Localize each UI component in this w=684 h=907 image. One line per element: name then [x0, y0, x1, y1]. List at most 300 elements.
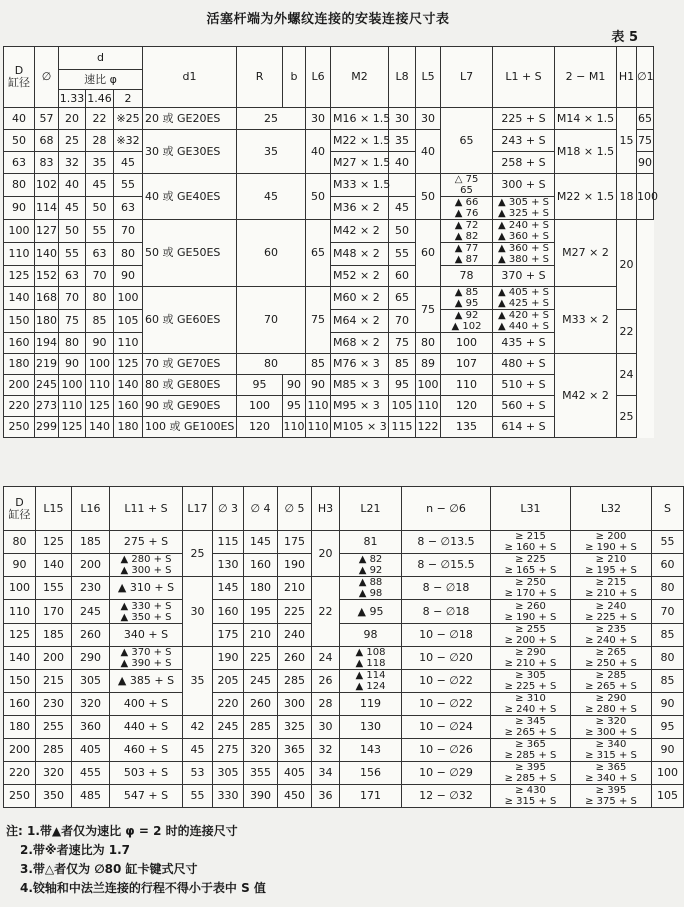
cell-l15: 185	[36, 624, 72, 647]
cell-phi: 273	[35, 396, 59, 417]
cell-l5: 60	[416, 220, 441, 287]
note-4: 4.铰轴和中法兰连接的行程不得小于表中 S 值	[20, 881, 266, 895]
cell-r: 70	[237, 287, 306, 354]
cell-l31: ≥ 430 ≥ 315 + S	[491, 785, 571, 808]
cell-phi1: 100	[637, 174, 654, 220]
cell-l15: 255	[36, 716, 72, 739]
cell-phi1: 65	[637, 108, 654, 130]
cell-l32: ≥ 210 ≥ 195 + S	[571, 554, 652, 577]
cell-l5: 75	[416, 287, 441, 333]
cell-l5: 100	[416, 375, 441, 396]
cell-l1s: 300 + S	[493, 174, 555, 197]
cell-l21: 119	[340, 693, 402, 716]
cell-l8: 65	[389, 287, 416, 310]
col2-l16-header: L16	[72, 487, 110, 531]
cell-d-2: 110	[114, 333, 143, 354]
col-rod-d-header: d	[59, 47, 143, 70]
col2-l21-header: L21	[340, 487, 402, 531]
cell-l1s: ▲ 305 + S ▲ 325 + S	[493, 197, 555, 220]
cell-l32: ≥ 285 ≥ 265 + S	[571, 670, 652, 693]
cell-l17: 55	[183, 785, 213, 808]
cell-l1s: ▲ 420 + S ▲ 440 + S	[493, 310, 555, 333]
cell-s: 80	[652, 577, 684, 600]
cell-l1s: 370 + S	[493, 266, 555, 287]
cell-bore: 125	[4, 266, 35, 287]
col-m1-header: 2 − M1	[555, 47, 617, 108]
cell-l32: ≥ 395 ≥ 375 + S	[571, 785, 652, 808]
cell-l21: 156	[340, 762, 402, 785]
cell-m1: M14 × 1.5	[555, 108, 617, 130]
cell-h3: 34	[312, 762, 340, 785]
cell-l1s: 614 + S	[493, 417, 555, 438]
cell-r: 100	[237, 396, 283, 417]
cell-d-133: 40	[59, 174, 86, 197]
cell-h1: 24	[617, 354, 637, 396]
cell-bore: 140	[4, 647, 36, 670]
cell-d-2: 140	[114, 375, 143, 396]
cell-l15: 200	[36, 647, 72, 670]
cell-phi4: 245	[244, 670, 278, 693]
cell-d-133: 75	[59, 310, 86, 333]
col2-h3-header: H3	[312, 487, 340, 531]
cell-s: 100	[652, 762, 684, 785]
cell-h3: 32	[312, 739, 340, 762]
cell-l16: 320	[72, 693, 110, 716]
cell-l16: 185	[72, 531, 110, 554]
cell-l6: 85	[306, 354, 331, 375]
cell-phi5: 285	[278, 670, 312, 693]
notes	[6, 822, 266, 898]
cell-l16: 260	[72, 624, 110, 647]
cell-d-2: 80	[114, 243, 143, 266]
cell-l6: 40	[306, 130, 331, 174]
cell-d-133: 80	[59, 333, 86, 354]
cell-d-146: 45	[86, 174, 114, 197]
cell-l7: △ 75 65	[441, 174, 493, 197]
cell-bore: 180	[4, 354, 35, 375]
cell-l16: 305	[72, 670, 110, 693]
cell-d-146: 50	[86, 197, 114, 220]
cell-d-146: 110	[86, 375, 114, 396]
cell-phi5: 210	[278, 577, 312, 600]
cell-n6: 10 − ∅22	[402, 670, 491, 693]
cell-r: 35	[237, 130, 306, 174]
table2-row	[4, 647, 684, 670]
cell-l7: 120	[441, 396, 493, 417]
cell-l1s: 435 + S	[493, 333, 555, 354]
cell-phi5: 240	[278, 624, 312, 647]
cell-bore: 80	[4, 174, 35, 197]
cell-phi5: 325	[278, 716, 312, 739]
table2-row	[4, 554, 684, 577]
cell-phi3: 245	[213, 716, 244, 739]
cell-m2: M42 × 2	[331, 220, 389, 243]
cell-n6: 8 − ∅18	[402, 600, 491, 624]
cell-m2: M33 × 1.5	[331, 174, 389, 197]
cell-l8: 75	[389, 333, 416, 354]
col2-phi3-header: ∅ 3	[213, 487, 244, 531]
cell-l32: ≥ 340 ≥ 315 + S	[571, 739, 652, 762]
table2-row	[4, 624, 684, 647]
col2-d-header: D 缸径	[4, 487, 36, 531]
table2-row	[4, 785, 684, 808]
cell-h1: 22	[617, 310, 637, 354]
cell-r: 25	[237, 108, 306, 130]
cell-s: 90	[652, 739, 684, 762]
cell-l17: 25	[183, 531, 213, 577]
cell-d1: 20 或 GE20ES	[143, 108, 237, 130]
col-d1-header: d1	[143, 47, 237, 108]
col2-phi4-header: ∅ 4	[244, 487, 278, 531]
cell-d-146: 100	[86, 354, 114, 375]
note-3: 3.带△者仅为 ∅80 缸卡键式尺寸	[20, 862, 198, 876]
col-h1-header: H1	[617, 47, 637, 108]
cell-phi: 219	[35, 354, 59, 375]
cell-bore: 160	[4, 693, 36, 716]
cell-phi3: 220	[213, 693, 244, 716]
cell-bore: 220	[4, 396, 35, 417]
cell-l11s: ▲ 280 + S ▲ 300 + S	[110, 554, 183, 577]
cell-l8: 35	[389, 130, 416, 152]
cell-l15: 170	[36, 600, 72, 624]
cell-n6: 10 − ∅26	[402, 739, 491, 762]
cell-l31: ≥ 310 ≥ 240 + S	[491, 693, 571, 716]
cell-d-133: 20	[59, 108, 86, 130]
cell-l32: ≥ 365 ≥ 340 + S	[571, 762, 652, 785]
cell-m2: M68 × 2	[331, 333, 389, 354]
col2-phi5-header: ∅ 5	[278, 487, 312, 531]
cell-l31: ≥ 395 ≥ 285 + S	[491, 762, 571, 785]
cell-l16: 290	[72, 647, 110, 670]
cell-d-146: 70	[86, 266, 114, 287]
cell-n6: 10 − ∅24	[402, 716, 491, 739]
cell-l21: ▲ 82 ▲ 92	[340, 554, 402, 577]
cell-l6: 75	[306, 287, 331, 354]
cell-l15: 155	[36, 577, 72, 600]
cell-bore: 250	[4, 417, 35, 438]
cell-d1: 80 或 GE80ES	[143, 375, 237, 396]
cell-bore: 150	[4, 670, 36, 693]
col-l7-header: L7	[441, 47, 493, 108]
cell-r: 45	[237, 174, 306, 220]
ratio-146: 1.46	[86, 90, 114, 108]
cell-l5: 89	[416, 354, 441, 375]
cell-l7: ▲ 85 ▲ 95	[441, 287, 493, 310]
cell-l6: 110	[306, 417, 331, 438]
cell-l11s: ▲ 385 + S	[110, 670, 183, 693]
cell-phi4: 160	[244, 554, 278, 577]
cell-l15: 125	[36, 531, 72, 554]
cell-d1: 70 或 GE70ES	[143, 354, 237, 375]
cell-l8: 115	[389, 417, 416, 438]
cell-s: 70	[652, 600, 684, 624]
cell-phi: 140	[35, 243, 59, 266]
cell-l11s: 503 + S	[110, 762, 183, 785]
cell-m2: M36 × 2	[331, 197, 389, 220]
cell-h1: 18	[617, 174, 637, 220]
cell-l16: 230	[72, 577, 110, 600]
cell-l11s: 440 + S	[110, 716, 183, 739]
cell-d-133: 70	[59, 287, 86, 310]
table1-row	[4, 354, 654, 375]
cell-d-2: 45	[114, 152, 143, 174]
cell-phi5: 405	[278, 762, 312, 785]
table2-row	[4, 577, 684, 600]
cell-h3: 26	[312, 670, 340, 693]
cell-bore: 125	[4, 624, 36, 647]
cell-l8: 55	[389, 243, 416, 266]
cell-l31: ≥ 215 ≥ 160 + S	[491, 531, 571, 554]
cell-bore: 63	[4, 152, 35, 174]
cell-l11s: 400 + S	[110, 693, 183, 716]
col-m2-header: M2	[331, 47, 389, 108]
cell-d1: 60 或 GE60ES	[143, 287, 237, 354]
table2-row	[4, 716, 684, 739]
col-r-header: R	[237, 47, 283, 108]
col2-n6-header: n − ∅6	[402, 487, 491, 531]
cell-d-2: ※32	[114, 130, 143, 152]
cell-phi1: 75	[637, 130, 654, 152]
table1-row	[4, 287, 654, 310]
cell-l7: 135	[441, 417, 493, 438]
cell-d1: 40 或 GE40ES	[143, 174, 237, 220]
cell-l15: 140	[36, 554, 72, 577]
cell-l8: 85	[389, 354, 416, 375]
cell-l8: 60	[389, 266, 416, 287]
cell-l5: 50	[416, 174, 441, 220]
cell-h1: 20	[617, 220, 637, 310]
col-l8-header: L8	[389, 47, 416, 108]
cell-d-146: 28	[86, 130, 114, 152]
cell-bore: 200	[4, 739, 36, 762]
cell-d-133: 110	[59, 396, 86, 417]
cell-l16: 200	[72, 554, 110, 577]
cell-l17: 35	[183, 647, 213, 716]
cell-l32: ≥ 200 ≥ 190 + S	[571, 531, 652, 554]
cell-l7: 100	[441, 333, 493, 354]
col2-l17-header: L17	[183, 487, 213, 531]
cell-l7: ▲ 77 ▲ 87	[441, 243, 493, 266]
cell-phi1: 90	[637, 152, 654, 174]
cell-h1: 25	[617, 396, 637, 438]
cell-l31: ≥ 365 ≥ 285 + S	[491, 739, 571, 762]
cell-l21: 171	[340, 785, 402, 808]
cell-l31: ≥ 255 ≥ 200 + S	[491, 624, 571, 647]
cell-l21: 143	[340, 739, 402, 762]
cell-phi5: 300	[278, 693, 312, 716]
cell-l7: 78	[441, 266, 493, 287]
cell-phi3: 205	[213, 670, 244, 693]
cell-bore: 110	[4, 243, 35, 266]
cell-l1s: 560 + S	[493, 396, 555, 417]
cell-m1: M42 × 2	[555, 354, 617, 438]
cell-bore: 220	[4, 762, 36, 785]
cell-l8: 50	[389, 220, 416, 243]
note-2: 2.带※者速比为 1.7	[20, 843, 131, 857]
cell-l32: ≥ 240 ≥ 225 + S	[571, 600, 652, 624]
cell-l6: 110	[306, 396, 331, 417]
ratio-133: 1.33	[59, 90, 86, 108]
cell-n6: 8 − ∅13.5	[402, 531, 491, 554]
col2-l11s-header: L11 + S	[110, 487, 183, 531]
cell-l17: 45	[183, 739, 213, 762]
cell-phi5: 365	[278, 739, 312, 762]
cell-l5: 122	[416, 417, 441, 438]
cell-d-146: 55	[86, 220, 114, 243]
cell-l1s: 225 + S	[493, 108, 555, 130]
cell-s: 95	[652, 716, 684, 739]
cell-d-146: 80	[86, 287, 114, 310]
cell-l31: ≥ 250 ≥ 170 + S	[491, 577, 571, 600]
cell-l31: ≥ 225 ≥ 165 + S	[491, 554, 571, 577]
cell-l16: 360	[72, 716, 110, 739]
cell-phi3: 190	[213, 647, 244, 670]
cell-phi3: 330	[213, 785, 244, 808]
cell-l15: 215	[36, 670, 72, 693]
cell-b: 110	[283, 417, 306, 438]
cell-d-2: 100	[114, 287, 143, 310]
cell-s: 105	[652, 785, 684, 808]
table1-row	[4, 130, 654, 152]
cell-phi4: 390	[244, 785, 278, 808]
cell-phi4: 180	[244, 577, 278, 600]
cell-phi3: 130	[213, 554, 244, 577]
cell-l7: ▲ 66 ▲ 76	[441, 197, 493, 220]
cell-n6: 8 − ∅18	[402, 577, 491, 600]
cell-phi3: 115	[213, 531, 244, 554]
col-b-header: b	[283, 47, 306, 108]
cell-n6: 8 − ∅15.5	[402, 554, 491, 577]
cell-s: 85	[652, 624, 684, 647]
cell-l8: 70	[389, 310, 416, 333]
cell-d-133: 55	[59, 243, 86, 266]
cell-d-2: 125	[114, 354, 143, 375]
cell-l11s: ▲ 330 + S ▲ 350 + S	[110, 600, 183, 624]
cell-l1s: 258 + S	[493, 152, 555, 174]
cell-d1: 50 或 GE50ES	[143, 220, 237, 287]
cell-l8: 45	[389, 197, 416, 220]
cell-l17: 53	[183, 762, 213, 785]
cell-s: 80	[652, 647, 684, 670]
dimension-table-top	[3, 46, 659, 438]
cell-d-133: 50	[59, 220, 86, 243]
cell-d-2: ※25	[114, 108, 143, 130]
cell-m2: M105 × 3	[331, 417, 389, 438]
cell-m1: M22 × 1.5	[555, 174, 617, 220]
cell-d-2: 63	[114, 197, 143, 220]
cell-l15: 230	[36, 693, 72, 716]
cell-s: 60	[652, 554, 684, 577]
cell-phi: 102	[35, 174, 59, 197]
cell-l7: 110	[441, 375, 493, 396]
cell-bore: 90	[4, 197, 35, 220]
cell-l1s: ▲ 360 + S ▲ 380 + S	[493, 243, 555, 266]
table1-row	[4, 174, 654, 197]
cell-d-146: 140	[86, 417, 114, 438]
cell-l21: ▲ 95	[340, 600, 402, 624]
col2-l31-header: L31	[491, 487, 571, 531]
cell-l7: 65	[441, 108, 493, 174]
cell-l31: ≥ 305 ≥ 225 + S	[491, 670, 571, 693]
cell-l1s: 243 + S	[493, 130, 555, 152]
cell-m2: M95 × 3	[331, 396, 389, 417]
table2-row	[4, 531, 684, 554]
cell-bore: 140	[4, 287, 35, 310]
cell-h1: 15	[617, 108, 637, 174]
cell-l11s: ▲ 310 + S	[110, 577, 183, 600]
cell-phi: 245	[35, 375, 59, 396]
cell-phi3: 275	[213, 739, 244, 762]
col-ratio-header: 速比 φ	[59, 70, 143, 90]
cell-d1: 90 或 GE90ES	[143, 396, 237, 417]
cell-l15: 285	[36, 739, 72, 762]
cell-phi4: 210	[244, 624, 278, 647]
col-phi-header: ∅	[35, 47, 59, 108]
cell-h3: 20	[312, 531, 340, 577]
cell-r: 95	[237, 375, 283, 396]
cell-l8: 40	[389, 152, 416, 174]
cell-d-2: 180	[114, 417, 143, 438]
cell-d-133: 90	[59, 354, 86, 375]
page-title: 活塞杆端为外螺纹连接的安装连接尺寸表	[206, 12, 450, 27]
cell-phi: 68	[35, 130, 59, 152]
cell-bore: 160	[4, 333, 35, 354]
cell-d-2: 160	[114, 396, 143, 417]
cell-phi: 180	[35, 310, 59, 333]
cell-s: 55	[652, 531, 684, 554]
cell-l5: 110	[416, 396, 441, 417]
cell-phi4: 195	[244, 600, 278, 624]
cell-h3: 36	[312, 785, 340, 808]
cell-n6: 10 − ∅18	[402, 624, 491, 647]
cell-d1: 30 或 GE30ES	[143, 130, 237, 174]
col-l1s-header: L1 + S	[493, 47, 555, 108]
col-phi1-header: ∅1	[637, 47, 654, 108]
cell-l7: ▲ 72 ▲ 82	[441, 220, 493, 243]
cell-phi4: 225	[244, 647, 278, 670]
cell-phi5: 260	[278, 647, 312, 670]
cell-n6: 10 − ∅29	[402, 762, 491, 785]
cell-h3: 22	[312, 577, 340, 647]
ratio-2: 2	[114, 90, 143, 108]
cell-d-146: 63	[86, 243, 114, 266]
cell-h3: 28	[312, 693, 340, 716]
cell-l32: ≥ 265 ≥ 250 + S	[571, 647, 652, 670]
cell-m2: M64 × 2	[331, 310, 389, 333]
cell-d-2: 90	[114, 266, 143, 287]
note-1: 注: 1.带▲者仅为速比 φ = 2 时的连接尺寸	[6, 824, 238, 838]
cell-l8	[389, 174, 416, 197]
cell-l21: ▲ 108 ▲ 118	[340, 647, 402, 670]
cell-l16: 485	[72, 785, 110, 808]
cell-bore: 50	[4, 130, 35, 152]
table2-row	[4, 600, 684, 624]
cell-m1: M18 × 1.5	[555, 130, 617, 174]
cell-l7: 107	[441, 354, 493, 375]
cell-l11s: 340 + S	[110, 624, 183, 647]
cell-b: 95	[283, 396, 306, 417]
cell-bore: 150	[4, 310, 35, 333]
table2-row	[4, 762, 684, 785]
cell-m1: M27 × 2	[555, 220, 617, 287]
cell-l1s: 480 + S	[493, 354, 555, 375]
table2-row	[4, 670, 684, 693]
cell-d-133: 25	[59, 130, 86, 152]
cell-l1s: ▲ 240 + S ▲ 360 + S	[493, 220, 555, 243]
cell-l16: 405	[72, 739, 110, 762]
table1-row	[4, 108, 654, 130]
cell-d-146: 85	[86, 310, 114, 333]
